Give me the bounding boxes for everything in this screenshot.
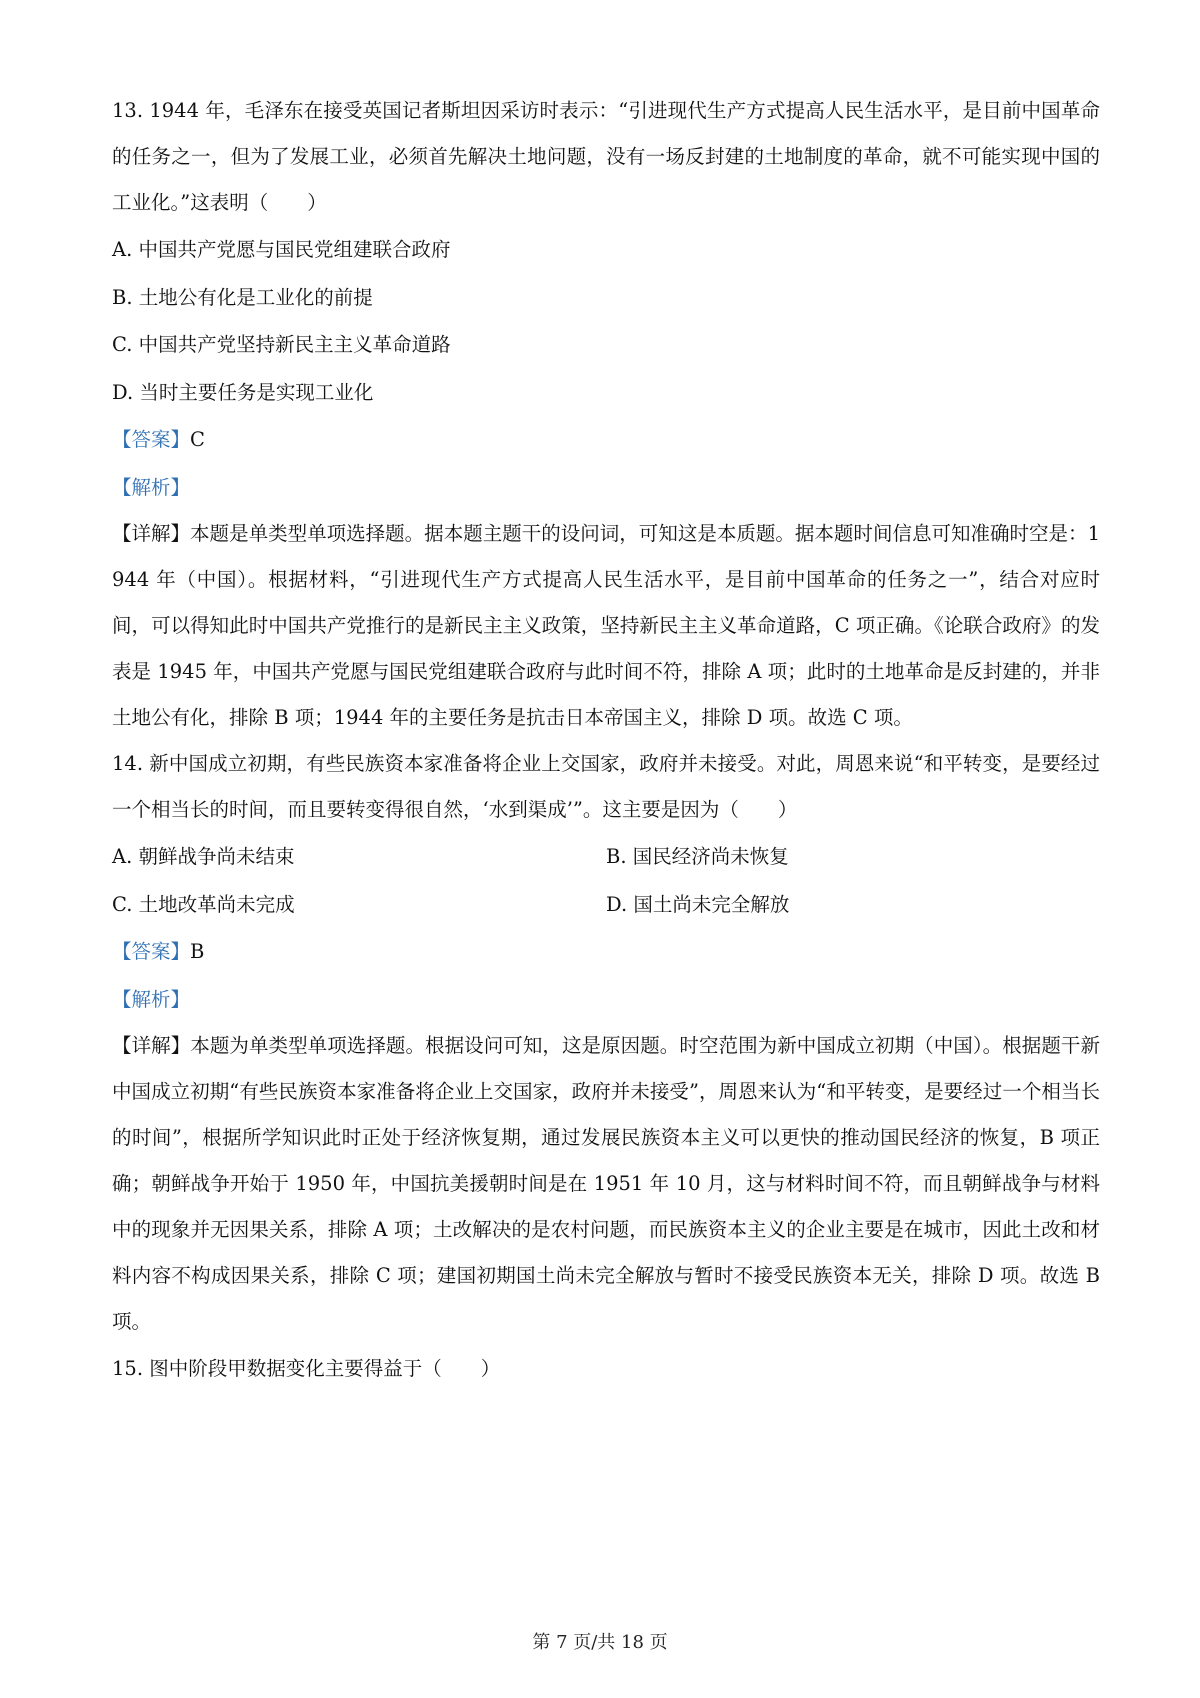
option-a: A. 中国共产党愿与国民党组建联合政府	[112, 238, 451, 261]
answer-line	[112, 928, 1100, 976]
question-14	[112, 741, 1100, 1345]
question-13	[112, 88, 1100, 741]
detail-tag: 【详解】	[112, 522, 191, 545]
question-stem: 13. 1944 年，毛泽东在接受英国记者斯坦因采访时表示：“引进现代生产方式提高人民生活水平，是目前中国革命的任务之一，但为了发展工业，必须首先解决土地问题，没有一场反封建的土地制度的革命，就不可能实现中国的工业化。”这表明（ ）	[112, 99, 1100, 214]
answer-tag: 【答案】	[112, 940, 191, 963]
detail-text: 本题是单类型单项选择题。据本题主题干的设问词，可知这是本质题。据本题时间信息可知准确时空是：1944 年（中国）。根据材料，“引进现代生产方式提高人民生活水平，是目前中国革命的任务之一”，结合对应时间，可以得知此时中国共产党推行的是新民主主义政策，坚持新民主主义革命道路，C 项正确。《论联合政府》的发表是 1945 年，中国共产党愿与国民党组建联合政府与此时间不符，排除 A 项；此时的土地革命是反封建的，并非土地公有化，排除 B 项；1944 年的主要任务是抗击日本帝国主义，排除 D 项。故选 C 项。	[112, 522, 1100, 729]
answer-value: B	[190, 940, 205, 963]
option-b: B. 国民经济尚未恢复	[606, 845, 789, 868]
detail-paragraph	[112, 1023, 1100, 1345]
question-15	[112, 1345, 1100, 1393]
option-a: A. 朝鲜战争尚未结束	[112, 845, 295, 868]
page-footer: 第 7 页/共 18 页	[532, 1632, 668, 1653]
analysis-tag: 【解析】	[112, 987, 191, 1011]
option-c: C. 中国共产党坚持新民主主义革命道路	[112, 333, 451, 356]
question-stem: 15. 图中阶段甲数据变化主要得益于（ ）	[112, 1357, 501, 1380]
options-row-2	[112, 881, 1100, 929]
answer-value: C	[190, 428, 205, 451]
option-d: D. 国土尚未完全解放	[606, 892, 790, 916]
detail-tag: 【详解】	[112, 1034, 191, 1057]
option-b: B. 土地公有化是工业化的前提	[112, 285, 373, 309]
detail-paragraph	[112, 511, 1100, 741]
answer-line	[112, 416, 1100, 464]
answer-tag: 【答案】	[112, 428, 191, 451]
option-c: C. 土地改革尚未完成	[112, 892, 295, 916]
question-stem: 14. 新中国成立初期，有些民族资本家准备将企业上交国家，政府并未接受。对此，周恩来说“和平转变，是要经过一个相当长的时间，而且要转变得很自然，‘水到渠成’”。这主要是因为（ ）	[112, 752, 1100, 821]
document-body	[112, 88, 1100, 1393]
detail-text: 本题为单类型单项选择题。根据设问可知，这是原因题。时空范围为新中国成立初期（中国）。根据题干新中国成立初期“有些民族资本家准备将企业上交国家，政府并未接受”，周恩来认为“和平转变，是要经过一个相当长的时间”，根据所学知识此时正处于经济恢复期，通过发展民族资本主义可以更快的推动国民经济的恢复，B 项正确；朝鲜战争开始于 1950 年，中国抗美援朝时间是在 1951 年 10 月，这与材料时间不符，而且朝鲜战争与材料中的现象并无因果关系，排除 A 项；土改解决的是农村问题，而民族资本主义的企业主要是在城市，因此土改和材料内容不构成因果关系，排除 C 项；建国初期国土尚未完全解放与暂时不接受民族资本无关，排除 D 项。故选 B 项。	[112, 1034, 1100, 1333]
analysis-tag: 【解析】	[112, 475, 191, 499]
analysis-line	[112, 976, 1100, 1024]
options-row-1	[112, 833, 1100, 881]
analysis-line	[112, 464, 1100, 512]
option-d: D. 当时主要任务是实现工业化	[112, 380, 374, 404]
